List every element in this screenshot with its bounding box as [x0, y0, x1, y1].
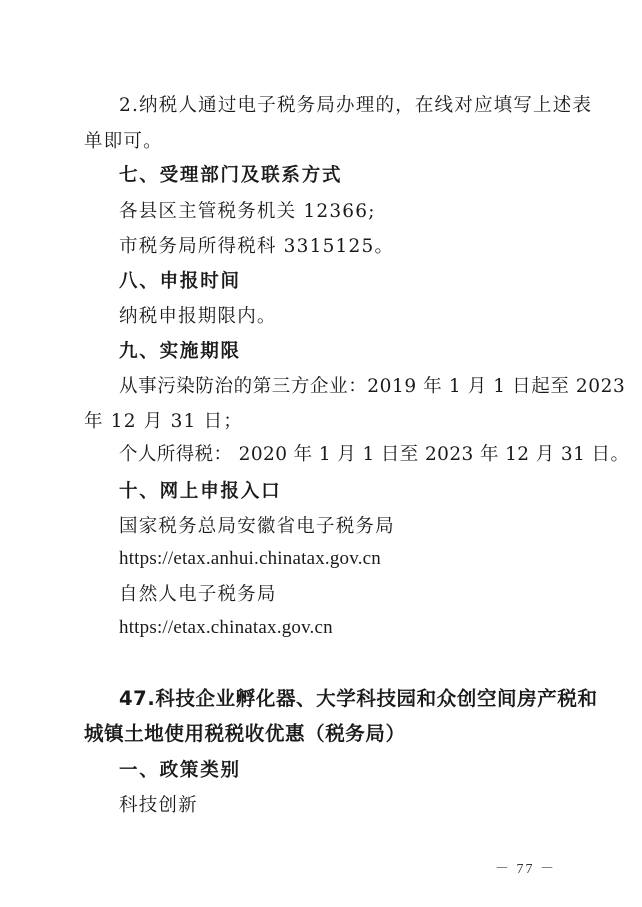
paragraph-text: 自然人电子税务局 [119, 584, 277, 605]
paragraph-text: 市税务局所得税科 3315125。 [119, 236, 395, 257]
url-text: https://etax.anhui.chinatax.gov.cn [119, 548, 382, 569]
page-number: － 77 － [495, 862, 556, 877]
section-heading-implementation-period: 九、实施期限 [119, 341, 241, 362]
section-heading-online-entry: 十、网上申报入口 [119, 481, 282, 502]
policy-title-line-2: 城镇土地使用税税收优惠（税务局） [84, 722, 406, 745]
paragraph-text: 年 12 月 31 日； [84, 411, 244, 432]
paragraph-text: 单即可。 [84, 131, 163, 152]
paragraph-text: 纳税申报期限内。 [119, 306, 277, 327]
section-heading-contact: 七、受理部门及联系方式 [119, 165, 343, 186]
paragraph-text: 从事污染防治的第三方企业：2019 年 1 月 1 日起至 2023 [119, 376, 626, 397]
paragraph-text: 科技创新 [119, 795, 198, 816]
paragraph-text: 个人所得税： 2020 年 1 月 1 日至 2023 年 12 月 31 日。 [119, 444, 630, 465]
section-heading-filing-time: 八、申报时间 [119, 271, 241, 292]
paragraph-text: 各县区主管税务机关 12366; [119, 201, 376, 222]
policy-title-line-1: 47.科技企业孵化器、大学科技园和众创空间房产税和 [119, 687, 598, 710]
section-heading-policy-category: 一、政策类别 [119, 760, 241, 781]
url-text: https://etax.chinatax.gov.cn [119, 617, 333, 638]
paragraph-text: 2.纳税人通过电子税务局办理的，在线对应填写上述表 [119, 95, 593, 116]
paragraph-text: 国家税务总局安徽省电子税务局 [119, 516, 395, 537]
